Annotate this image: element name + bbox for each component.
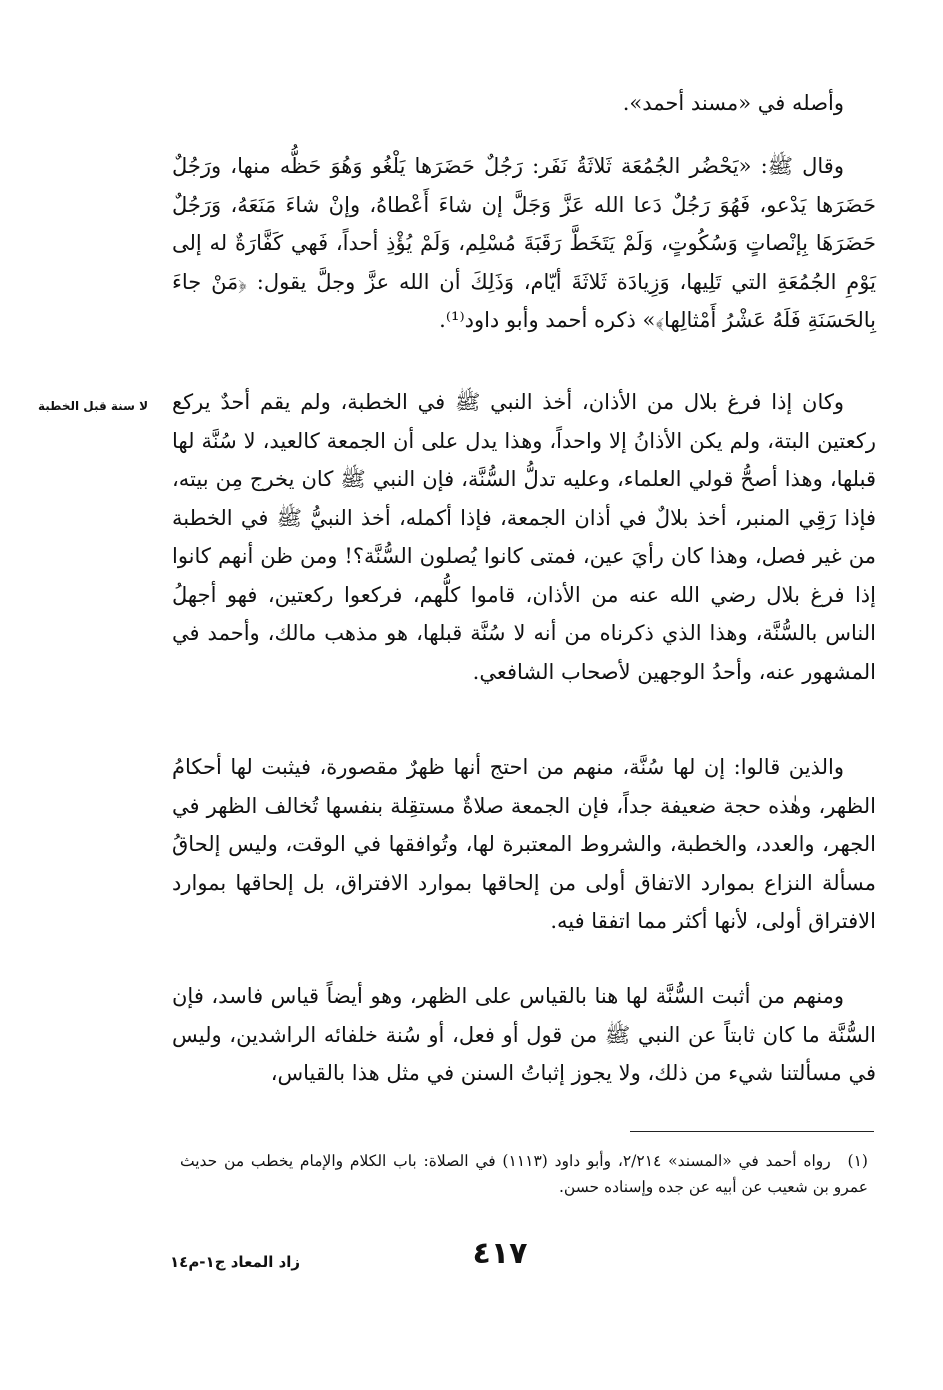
footnote-text: رواه أحمد في «المسند» ٢/٢١٤، وأبو داود (١١١٣) في الصلاة: باب الكلام والإمام يخطب من حديث عمرو بن شعيب عن أبيه عن جده وإسناده حسن. [180,1152,868,1196]
footnote-divider [630,1131,874,1132]
paragraph-intro [172,84,876,123]
paragraph-sunnah [172,383,876,691]
footnote [180,1148,868,1200]
paragraph-text: وكان إذا فرغ بلال من الأذان، أخذ النبي ﷺ في الخطبة، ولم يقم أحدٌ يركع ركعتين البتة، ولم يكن الأذانُ إلا واحداً، وهذا يدل على أن الجمعة كالعيد، لا سُنَّة لها قبلها، وهذا أصحُّ قولي العلماء، وعليه تدلُّ السُّنَّة، فإن النبي ﷺ كان يخرج مِن بيته، فإذا رَقِي المنبر، أخذ بلالٌ في أذان الجمعة، فإذا أكمله، أخذ النبيُّ ﷺ في الخطبة من غير فصل، وهذا كان رأيَ عين، فمتى كانوا يُصلون السُّنَّة؟! ومن ظن أنهم كانوا إذا فرغ بلال رضي الله عنه من الأذان، قاموا كلُّهم، فركعوا ركعتين، فهو أجهلُ الناس بالسُّنَّة، وهذا الذي ذكرناه من أنه لا سُنَّة قبلها، هو مذهب مالك، وأحمد في المشهور عنه، وأحدُ الوجهين لأصحاب الشافعي. [172,390,876,684]
paragraph-text: ومنهم من أثبت السُّنَّة لها هنا بالقياس على الظهر، وهو أيضاً قياس فاسد، فإن السُّنَّة ما كان ثابتاً عن النبي ﷺ من قول أو فعل، أو سُنة خلفائه الراشدين، وليس في مسألتنا شيء من ذلك، ولا يجوز إثباتُ السنن في مثل هذا بالقياس، [172,984,876,1085]
margin-heading: لا سنة قبل الخطبة [37,399,148,413]
paragraph-alladhina [172,748,876,941]
paragraph-hadith [172,147,876,340]
paragraph-text: وقال ﷺ: «يَحْضُر الجُمُعَة ثَلاثَةُ نَفَر: رَجُلٌ حَضَرَها يَلْغُو وَهُوَ حَظُّه منها، ورَجُلٌ حَضَرَها يَدْعو، فَهُوَ رَجُلٌ دَعا الله عَزَّ وَجَلَّ إن شاءَ أَعْطاهُ، وإنْ شاءَ مَنَعَهُ، وَرَجُلٌ حَضَرَهَا بِإنْصاتٍ وَسُكُوتٍ، وَلَمْ يَتَخَطَّ رَقَبَةَ مُسْلِم، وَلَمْ يُؤْذِ أحداً، فَهي كَفَّارَةٌ له إلى يَوْمِ الجُمُعَةِ التي تَلِيها، وَزِيادَة ثَلاثَةَ أيّام، وَذَلِكَ أن الله عزَّ وجلَّ يقول: ﴿مَنْ جاءَ بِالحَسَنَةِ فَلَهُ عَشْرُ أَمْثالِها﴾» ذكره أحمد وأبو داود⁽¹⁾. [172,154,876,332]
footnote-number: (١) [847,1152,868,1170]
paragraph-text: والذين قالوا: إن لها سُنَّة، منهم من احتج أنها ظهرٌ مقصورة، فيثبت لها أحكامُ الظهر، وهٰذه حجة ضعيفة جداً، فإن الجمعة صلاةٌ مستقِلة بنفسها تُخالف الظهر في الجهر، والعدد، والخطبة، والشروط المعتبرة لها، وتُوافقها في الوقت، وليس إلحاقُ مسألة النزاع بموارد الاتفاق أولى من إلحاقها بموارد الافتراق، بل إلحاقها بموارد الافتراق أولى، لأنها أكثر مما اتفقا فيه. [172,755,876,933]
paragraph-minhum [172,977,876,1093]
page-number: ٤١٧ [472,1236,528,1271]
printer-signature: زاد المعاد ج١-م١٤ [170,1253,301,1271]
paragraph-text: وأصله في «مسند أحمد». [622,91,844,115]
